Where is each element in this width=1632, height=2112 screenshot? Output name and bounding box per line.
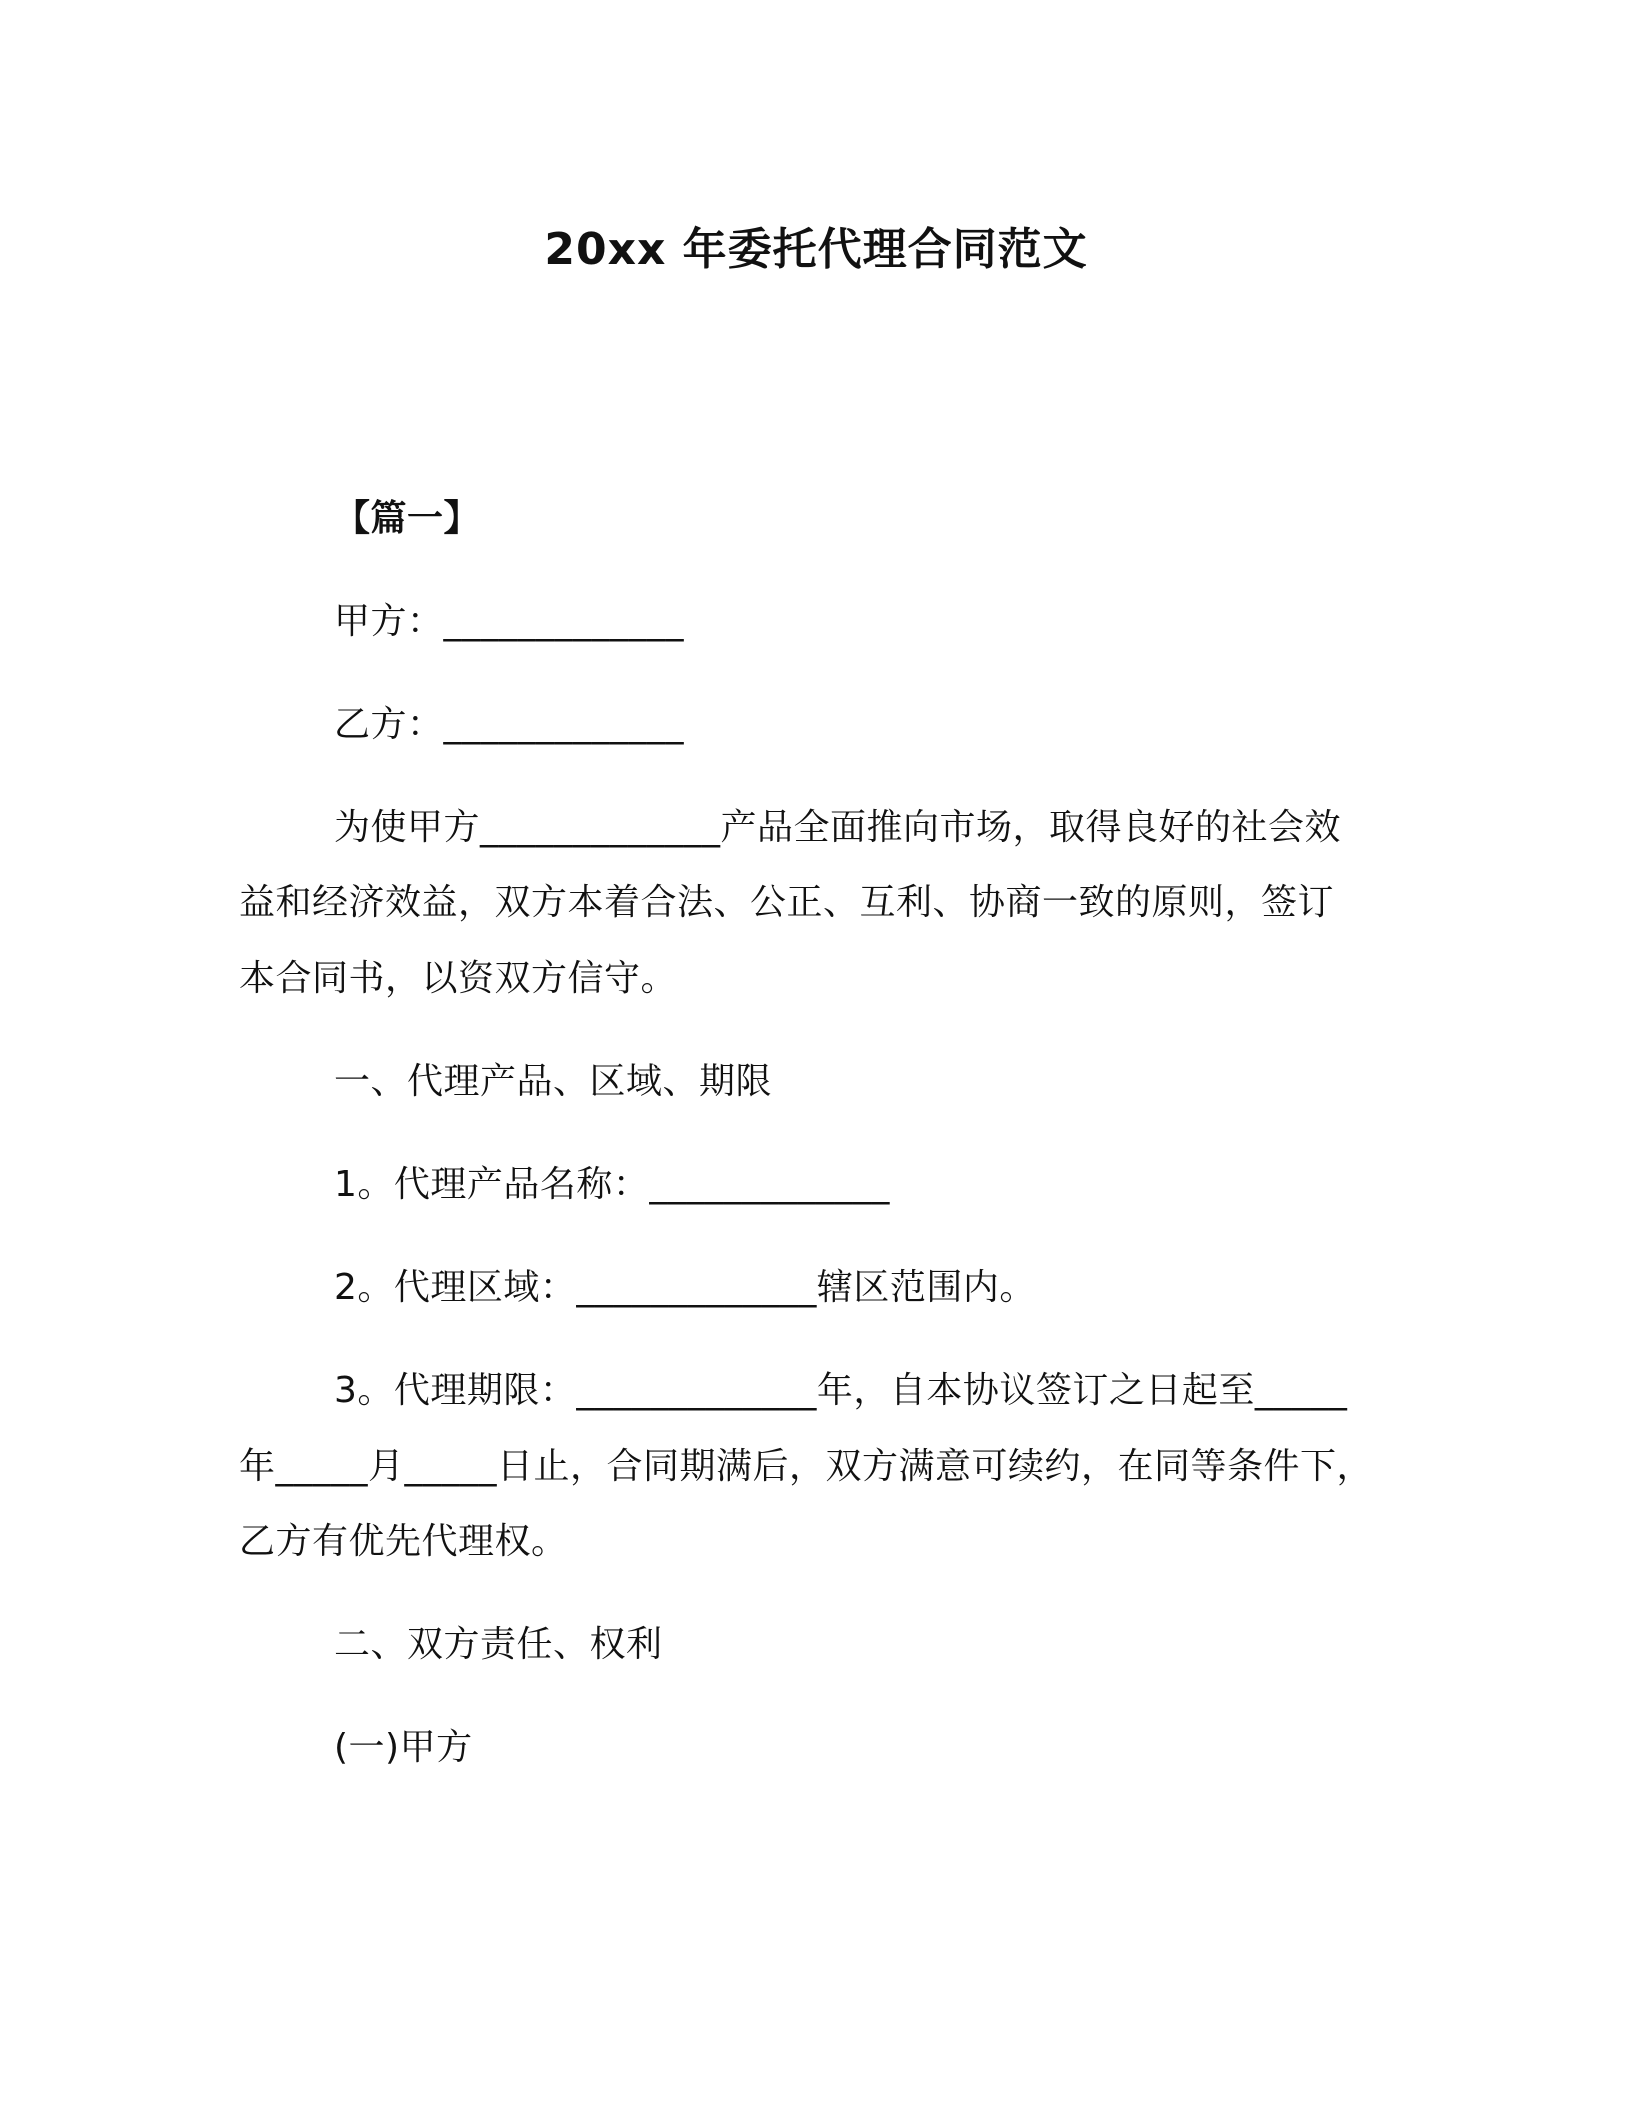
party-b-line: 乙方：_____________ (334, 704, 685, 745)
heading-agency-scope: 一、代理产品、区域、期限 (334, 1061, 773, 1102)
clause-agency-term-line-2: 年_____月_____日止，合同期满后，双方满意可续约，在同等条件下， (239, 1446, 1374, 1487)
section-label: 【篇一】 (334, 498, 481, 539)
clause-agency-region: 2。代理区域：_____________辖区范围内。 (334, 1267, 1036, 1308)
intro-paragraph-line-2: 益和经济效益，双方本着合法、公正、互利、协商一致的原则，签订 (239, 882, 1335, 923)
clause-agency-term-line-3: 乙方有优先代理权。 (239, 1521, 568, 1562)
document-title: 20xx 年委托代理合同范文 (544, 224, 1088, 275)
clause-agency-term-line-1: 3。代理期限：_____________年，自本协议签订之日起至_____ (334, 1370, 1348, 1411)
intro-paragraph-line-1: 为使甲方_____________产品全面推向市场，取得良好的社会效 (334, 807, 1342, 848)
party-a-line: 甲方：_____________ (334, 601, 685, 642)
heading-responsibilities: 二、双方责任、权利 (334, 1624, 663, 1665)
intro-paragraph-line-3: 本合同书，以资双方信守。 (239, 958, 678, 999)
clause-product-name: 1。代理产品名称：_____________ (334, 1164, 890, 1205)
subheading-party-a: (一)甲方 (334, 1727, 473, 1768)
